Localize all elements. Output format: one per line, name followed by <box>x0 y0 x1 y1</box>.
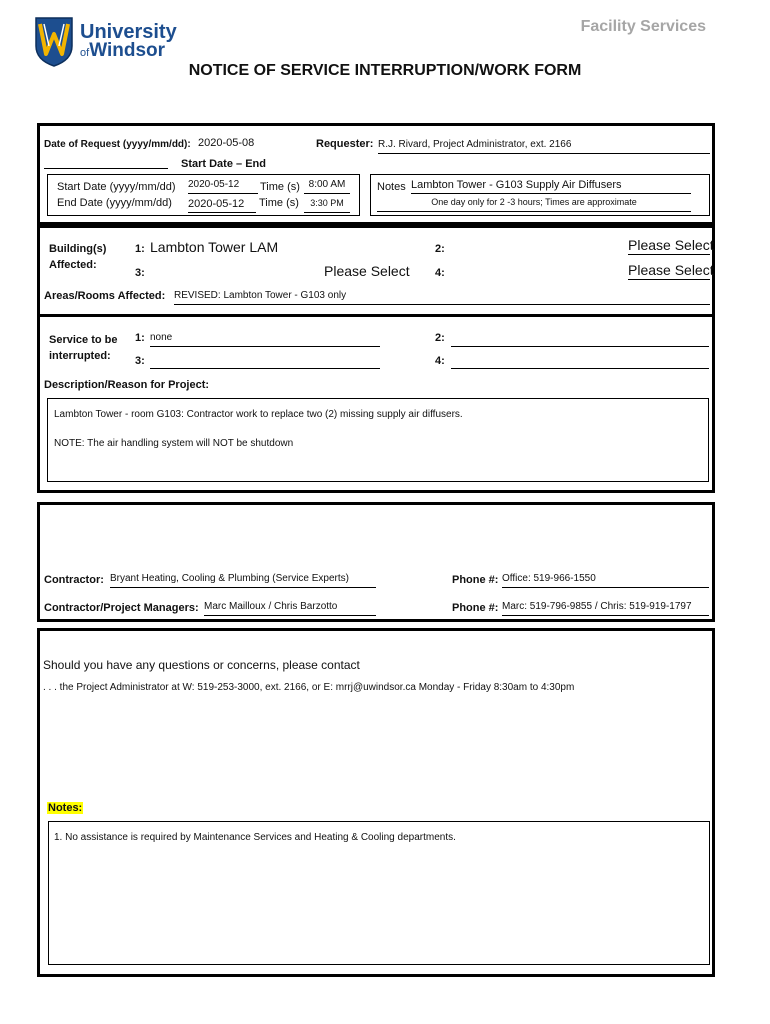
notes-text: 1. No assistance is required by Maintenance Services and Heating & Cooling departments. <box>54 832 456 843</box>
logo-of: of <box>80 47 90 59</box>
contractor-value: Bryant Heating, Cooling & Plumbing (Service Experts) <box>110 573 349 584</box>
contractor-field[interactable] <box>110 573 376 588</box>
shield-logo-icon <box>34 16 74 68</box>
phone-label-2: Phone #: <box>452 602 499 614</box>
date-of-request-label: Date of Request (yyyy/mm/dd): <box>44 139 191 150</box>
request-section <box>37 123 715 225</box>
areas-label: Areas/Rooms Affected: <box>44 290 166 302</box>
description-box[interactable] <box>47 398 709 482</box>
notes-heading: Notes: <box>48 802 83 814</box>
areas-value: REVISED: Lambton Tower - G103 only <box>174 290 347 301</box>
service-1-number: 1: <box>135 332 145 344</box>
service-4-field[interactable] <box>451 354 709 369</box>
end-date-label: End Date (yyyy/mm/dd) <box>57 197 172 209</box>
buildings-section <box>37 225 715 317</box>
start-time-label: Time (s) <box>260 181 300 193</box>
service-label-1: Service to be <box>49 334 118 346</box>
notes-field-1[interactable] <box>411 179 691 194</box>
notes-text-box[interactable] <box>48 821 710 965</box>
logo-line2: Windsor <box>89 40 166 61</box>
notes-field-2[interactable] <box>377 197 691 212</box>
building-4-number: 4: <box>435 267 445 279</box>
managers-value: Marc Mailloux / Chris Barzotto <box>204 601 338 612</box>
end-date-value: 2020-05-12 <box>188 198 245 210</box>
phone-value-1: Office: 519-966-1550 <box>502 573 596 584</box>
building-4-select[interactable] <box>628 262 714 280</box>
start-date-field[interactable] <box>188 179 258 194</box>
service-3-field[interactable] <box>150 354 380 369</box>
form-title: NOTICE OF SERVICE INTERRUPTION/WORK FORM <box>188 62 582 79</box>
description-line-2: NOTE: The air handling system will NOT be shutdown <box>54 438 294 449</box>
requester-label: Requester: <box>316 138 374 150</box>
building-1-select[interactable]: Lambton Tower LAM <box>150 239 279 255</box>
contractor-section <box>37 502 715 622</box>
end-time-label: Time (s) <box>259 197 299 209</box>
dates-box <box>47 174 360 216</box>
description-line-1: Lambton Tower - room G103: Contractor work to replace two (2) missing supply air diffusers. <box>54 409 463 420</box>
contact-line-1: Should you have any questions or concerns, please contact <box>43 658 360 672</box>
building-3-select[interactable]: Please Select <box>324 263 410 279</box>
end-date-field[interactable] <box>188 198 256 213</box>
phone-field-2[interactable] <box>502 601 709 616</box>
contact-section <box>37 628 715 977</box>
requester-value: R.J. Rivard, Project Administrator, ext. 2166 <box>378 139 572 150</box>
logo-line1: University <box>80 21 177 43</box>
service-2-number: 2: <box>435 332 445 344</box>
start-time-field[interactable] <box>304 179 350 194</box>
building-1-number: 1: <box>135 243 145 255</box>
service-4-number: 4: <box>435 355 445 367</box>
building-2-select[interactable] <box>628 237 714 255</box>
date-of-request-value[interactable]: 2020-05-08 <box>198 137 255 149</box>
building-2-number: 2: <box>435 243 445 255</box>
contact-line-2: . . . the Project Administrator at W: 519-253-3000, ext. 2166, or E: mrrj@uwindsor.ca Monday - Friday 8:30am to 4:30pm <box>43 682 575 693</box>
service-label-2: interrupted: <box>49 350 111 362</box>
service-1-value: none <box>150 332 173 343</box>
managers-field[interactable] <box>204 601 376 616</box>
services-section <box>37 314 715 493</box>
service-1-field[interactable] <box>150 332 380 347</box>
start-date-label: Start Date (yyyy/mm/dd) <box>57 181 176 193</box>
description-label: Description/Reason for Project: <box>44 379 210 391</box>
service-3-number: 3: <box>135 355 145 367</box>
buildings-label-2: Affected: <box>49 259 97 271</box>
start-time-value: 8:00 AM <box>308 179 346 190</box>
notes-line-2: One day only for 2 -3 hours; Times are approximate <box>431 197 637 207</box>
service-2-field[interactable] <box>451 332 709 347</box>
blank-line <box>44 168 168 169</box>
notes-label: Notes <box>377 181 406 193</box>
phone-value-2: Marc: 519-796-9855 / Chris: 519-919-1797 <box>502 601 692 612</box>
start-date-value: 2020-05-12 <box>188 179 240 190</box>
notes-box <box>370 174 710 216</box>
contractor-label: Contractor: <box>44 574 104 586</box>
areas-field[interactable] <box>174 290 710 305</box>
end-time-value: 3:30 PM <box>310 198 344 208</box>
building-2-value: Please Select <box>628 237 714 253</box>
building-3-number: 3: <box>135 267 145 279</box>
buildings-label-1: Building(s) <box>49 243 107 255</box>
department-name: Facility Services <box>580 18 706 35</box>
notes-line-1: Lambton Tower - G103 Supply Air Diffusers <box>411 179 622 191</box>
phone-label-1: Phone #: <box>452 574 499 586</box>
phone-field-1[interactable] <box>502 573 709 588</box>
managers-label: Contractor/Project Managers: <box>44 602 199 614</box>
start-end-label: Start Date – End <box>181 158 266 170</box>
requester-field[interactable] <box>378 139 710 154</box>
building-4-value: Please Select <box>628 262 714 278</box>
end-time-field[interactable] <box>304 198 350 213</box>
